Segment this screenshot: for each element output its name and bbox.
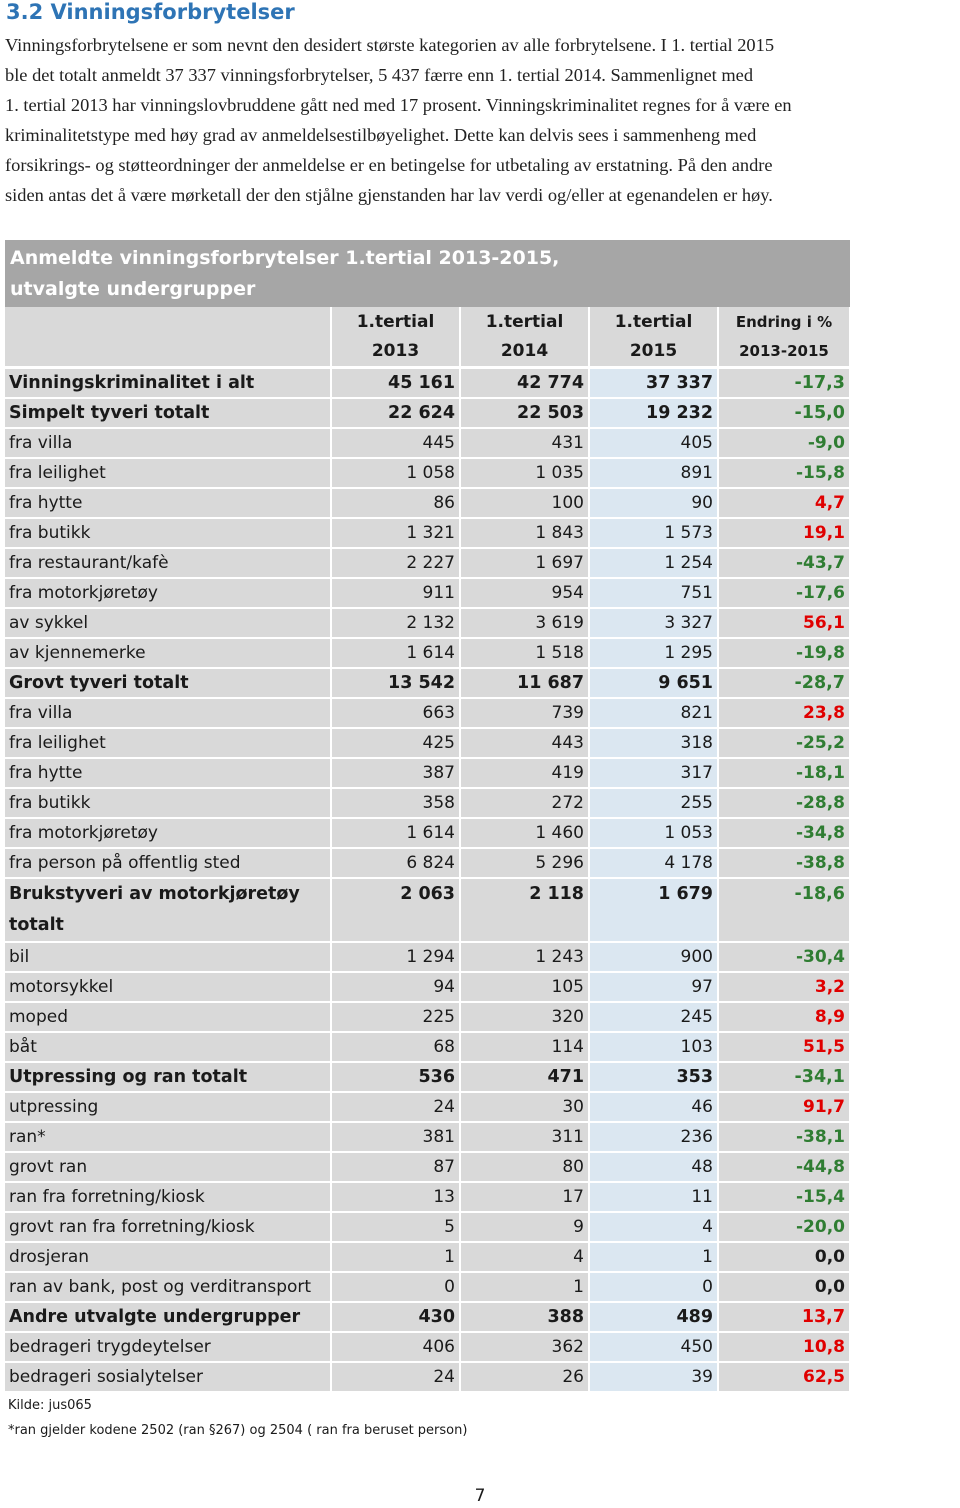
change-percent: -34,8 [718,818,850,848]
change-percent: -15,0 [718,398,850,428]
row-label: Andre utvalgte undergrupper [5,1302,331,1332]
row-label: Utpressing og ran totalt [5,1062,331,1092]
value-2015: 405 [589,428,718,458]
header-line: 2014 [500,340,549,361]
table-row [5,1182,850,1212]
value-2014: 1 518 [460,638,589,668]
table-row [5,368,850,399]
table-row [5,1302,850,1332]
value-2014: 17 [460,1182,589,1212]
change-percent: -28,8 [718,788,850,818]
change-percent: 4,7 [718,488,850,518]
table-row [5,1152,850,1182]
value-2014: 2 118 [460,878,589,942]
change-percent: -43,7 [718,548,850,578]
value-2015: 9 651 [589,668,718,698]
table-row [5,788,850,818]
change-percent: 51,5 [718,1032,850,1062]
row-label: Simpelt tyveri totalt [5,398,331,428]
value-2013: 430 [331,1302,460,1332]
value-2013: 45 161 [331,368,460,399]
value-2014: 1 035 [460,458,589,488]
value-2013: 536 [331,1062,460,1092]
value-2015: 1 254 [589,548,718,578]
table-row [5,1272,850,1302]
row-label: fra butikk [5,788,331,818]
table-header [5,307,850,368]
row-label: bedrageri trygdeytelser [5,1332,331,1362]
table-row [5,818,850,848]
value-2015: 1 053 [589,818,718,848]
change-percent: -44,8 [718,1152,850,1182]
row-label: fra restaurant/kafè [5,548,331,578]
value-2015: 255 [589,788,718,818]
table-row [5,1362,850,1392]
value-2013: 911 [331,578,460,608]
change-percent: -18,6 [718,878,850,942]
value-2015: 90 [589,488,718,518]
value-2013: 2 132 [331,608,460,638]
value-2014: 1 843 [460,518,589,548]
value-2013: 1 614 [331,638,460,668]
value-2015: 97 [589,972,718,1002]
change-percent: -28,7 [718,668,850,698]
value-2015: 318 [589,728,718,758]
row-label: bil [5,942,331,972]
intro-line: Vinningsforbrytelsene er som nevnt den desidert største kategorien av alle forbrytelsene. I 1. tertial 2015 [5,35,775,55]
value-2015: 0 [589,1272,718,1302]
table-row [5,1212,850,1242]
value-2014: 114 [460,1032,589,1062]
value-2015: 103 [589,1032,718,1062]
row-label: fra leilighet [5,728,331,758]
value-2015: 4 178 [589,848,718,878]
row-label: moped [5,1002,331,1032]
value-2013: 445 [331,428,460,458]
table-row [5,942,850,972]
header-line: 1.tertial [356,311,435,332]
value-2014: 9 [460,1212,589,1242]
header-2015 [589,307,718,368]
value-2013: 1 058 [331,458,460,488]
value-2014: 100 [460,488,589,518]
header-line: 2013 [371,340,420,361]
change-percent: 13,7 [718,1302,850,1332]
row-label: fra motorkjøretøy [5,578,331,608]
change-percent: -9,0 [718,428,850,458]
crime-statistics-table [5,240,850,1443]
value-2013: 225 [331,1002,460,1032]
row-label: motorsykkel [5,972,331,1002]
table-row [5,578,850,608]
value-2015: 11 [589,1182,718,1212]
value-2013: 5 [331,1212,460,1242]
table-title-line: utvalgte undergrupper [10,278,256,300]
section-heading: 3.2 Vinningsforbrytelser [6,0,295,24]
row-label: fra hytte [5,758,331,788]
value-2013: 1 614 [331,818,460,848]
value-2014: 419 [460,758,589,788]
value-2013: 1 [331,1242,460,1272]
value-2015: 46 [589,1092,718,1122]
value-2015: 891 [589,458,718,488]
value-2013: 381 [331,1122,460,1152]
intro-paragraph [5,30,960,210]
value-2013: 2 227 [331,548,460,578]
table-row [5,638,850,668]
header-line: 1.tertial [614,311,693,332]
value-2014: 105 [460,972,589,1002]
value-2015: 3 327 [589,608,718,638]
table-row [5,398,850,428]
value-2015: 236 [589,1122,718,1152]
change-percent: 62,5 [718,1362,850,1392]
value-2013: 1 321 [331,518,460,548]
table-row [5,548,850,578]
change-percent: 19,1 [718,518,850,548]
value-2013: 13 [331,1182,460,1212]
value-2015: 751 [589,578,718,608]
value-2015: 489 [589,1302,718,1332]
value-2013: 13 542 [331,668,460,698]
table-row [5,728,850,758]
data-table [5,307,851,1393]
change-percent: 91,7 [718,1092,850,1122]
table-row [5,608,850,638]
value-2015: 4 [589,1212,718,1242]
value-2014: 1 460 [460,818,589,848]
value-2015: 900 [589,942,718,972]
table-title-line: Anmeldte vinningsforbrytelser 1.tertial 2013-2015, [10,247,560,269]
row-label: fra villa [5,698,331,728]
value-2013: 387 [331,758,460,788]
value-2014: 1 [460,1272,589,1302]
table-row [5,1002,850,1032]
value-2014: 3 619 [460,608,589,638]
table-title [5,240,850,307]
value-2014: 471 [460,1062,589,1092]
table-row [5,848,850,878]
table-row [5,668,850,698]
intro-line: kriminalitetstype med høy grad av anmeldelsestilbøyelighet. Dette kan delvis sees i sammenheng med [5,125,757,145]
value-2014: 954 [460,578,589,608]
value-2015: 39 [589,1362,718,1392]
value-2014: 739 [460,698,589,728]
row-label: fra butikk [5,518,331,548]
change-percent: -15,8 [718,458,850,488]
change-percent: -38,8 [718,848,850,878]
footnote: *ran gjelder kodene 2502 (ran §267) og 2504 ( ran fra beruset person) [8,1423,468,1438]
table-row [5,1332,850,1362]
value-2013: 2 063 [331,878,460,942]
change-percent: -38,1 [718,1122,850,1152]
table-row [5,488,850,518]
change-percent: -25,2 [718,728,850,758]
value-2013: 425 [331,728,460,758]
row-label: fra villa [5,428,331,458]
value-2013: 406 [331,1332,460,1362]
change-percent: 0,0 [718,1272,850,1302]
row-label: fra leilighet [5,458,331,488]
value-2014: 26 [460,1362,589,1392]
header-line: 2015 [629,340,678,361]
table-row [5,698,850,728]
value-2015: 19 232 [589,398,718,428]
intro-line: forsikrings- og støtteordninger der anmeldelse er en betingelse for utbetaling av erstatning. På den andre [5,155,773,175]
change-percent: -30,4 [718,942,850,972]
row-label: Grovt tyveri totalt [5,668,331,698]
value-2014: 388 [460,1302,589,1332]
change-percent: -19,8 [718,638,850,668]
value-2014: 4 [460,1242,589,1272]
value-2015: 353 [589,1062,718,1092]
change-percent: -34,1 [718,1062,850,1092]
value-2015: 450 [589,1332,718,1362]
value-2013: 68 [331,1032,460,1062]
value-2014: 431 [460,428,589,458]
change-percent: 23,8 [718,698,850,728]
value-2013: 0 [331,1272,460,1302]
table-row [5,458,850,488]
row-label: grovt ran [5,1152,331,1182]
change-percent: -18,1 [718,758,850,788]
value-2014: 311 [460,1122,589,1152]
row-label: Vinningskriminalitet i alt [5,368,331,399]
row-label: grovt ran fra forretning/kiosk [5,1212,331,1242]
row-label: drosjeran [5,1242,331,1272]
row-label: bedrageri sosialytelser [5,1362,331,1392]
change-percent: -17,6 [718,578,850,608]
row-label: fra person på offentlig sted [5,848,331,878]
value-2013: 24 [331,1362,460,1392]
source-note: Kilde: jus065 [8,1398,92,1413]
page-number: 7 [474,1486,486,1506]
intro-line: siden antas det å være mørketall der den stjålne gjenstanden har lav verdi og/eller at egenandelen er høy. [5,185,773,205]
header-line: 2013-2015 [739,341,829,360]
value-2014: 1 243 [460,942,589,972]
value-2014: 5 296 [460,848,589,878]
change-percent: -15,4 [718,1182,850,1212]
value-2014: 22 503 [460,398,589,428]
row-label: ran av bank, post og verditransport [5,1272,331,1302]
header-change [718,307,850,368]
row-label: ran fra forretning/kiosk [5,1182,331,1212]
value-2015: 245 [589,1002,718,1032]
change-percent: -17,3 [718,368,850,399]
change-percent: -20,0 [718,1212,850,1242]
table-row [5,972,850,1002]
value-2015: 1 [589,1242,718,1272]
change-percent: 3,2 [718,972,850,1002]
change-percent: 8,9 [718,1002,850,1032]
value-2013: 6 824 [331,848,460,878]
table-body [5,368,850,1393]
table-row [5,1062,850,1092]
header-label [5,307,331,368]
row-label: Brukstyveri av motorkjøretøy totalt [5,878,331,942]
change-percent: 56,1 [718,608,850,638]
value-2013: 86 [331,488,460,518]
header-2014 [460,307,589,368]
row-label: båt [5,1032,331,1062]
row-label: fra hytte [5,488,331,518]
value-2014: 11 687 [460,668,589,698]
header-line: Endring i % [735,312,833,331]
value-2014: 443 [460,728,589,758]
table-row [5,428,850,458]
value-2014: 30 [460,1092,589,1122]
value-2013: 87 [331,1152,460,1182]
value-2014: 1 697 [460,548,589,578]
value-2015: 317 [589,758,718,788]
value-2015: 1 295 [589,638,718,668]
change-percent: 0,0 [718,1242,850,1272]
value-2014: 362 [460,1332,589,1362]
value-2015: 1 679 [589,878,718,942]
row-label: av kjennemerke [5,638,331,668]
value-2014: 42 774 [460,368,589,399]
table-row [5,518,850,548]
row-label: av sykkel [5,608,331,638]
header-row [5,307,850,368]
value-2015: 1 573 [589,518,718,548]
row-label: utpressing [5,1092,331,1122]
table-row [5,1092,850,1122]
table-row [5,1242,850,1272]
row-label: fra motorkjøretøy [5,818,331,848]
value-2013: 22 624 [331,398,460,428]
intro-line: 1. tertial 2013 har vinningslovbruddene gått ned med 17 prosent. Vinningskriminalitet regnes for å være en [5,95,792,115]
value-2014: 80 [460,1152,589,1182]
value-2013: 24 [331,1092,460,1122]
value-2013: 94 [331,972,460,1002]
table-row [5,1032,850,1062]
header-2013 [331,307,460,368]
intro-line: ble det totalt anmeldt 37 337 vinningsforbrytelser, 5 437 færre enn 1. tertial 2014. Sammenlignet med [5,65,754,85]
row-label: ran* [5,1122,331,1152]
change-percent: 10,8 [718,1332,850,1362]
value-2013: 1 294 [331,942,460,972]
value-2015: 48 [589,1152,718,1182]
value-2013: 663 [331,698,460,728]
value-2013: 358 [331,788,460,818]
value-2015: 821 [589,698,718,728]
table-row [5,1122,850,1152]
header-line: 1.tertial [485,311,564,332]
table-row [5,878,850,942]
table-row [5,758,850,788]
value-2014: 320 [460,1002,589,1032]
value-2015: 37 337 [589,368,718,399]
value-2014: 272 [460,788,589,818]
